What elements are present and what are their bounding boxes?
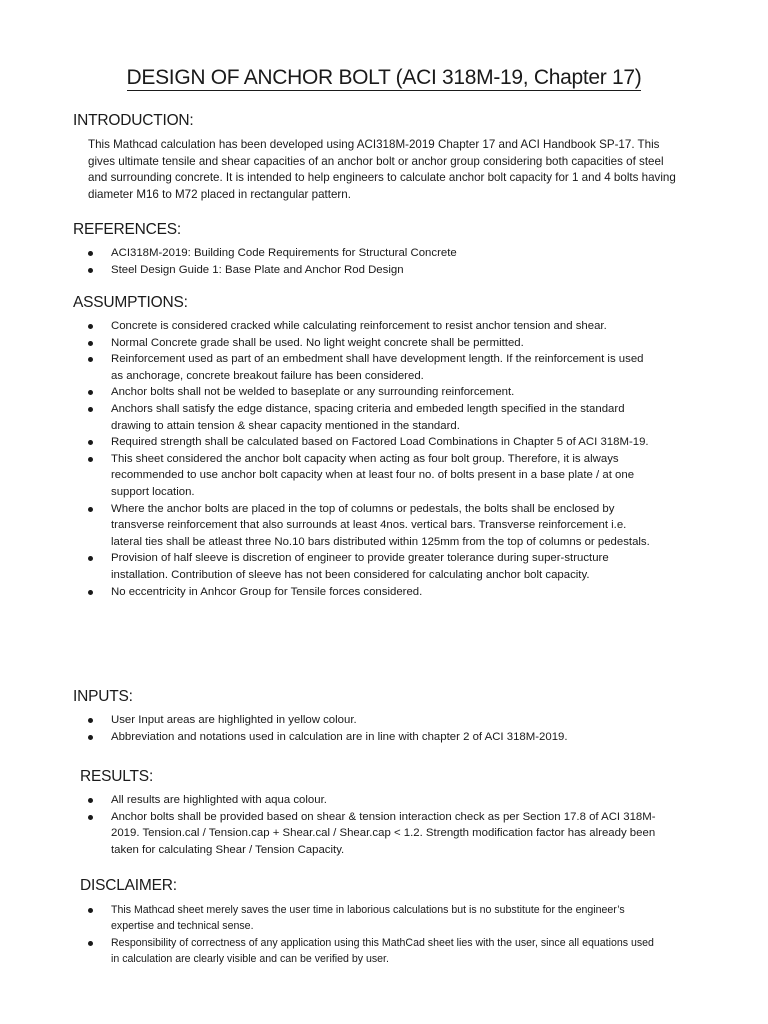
list-item-text: Anchor bolts shall not be welded to baseplate or any surrounding reinforcement.: [111, 386, 515, 399]
bullet-icon: [88, 815, 93, 820]
bullet-icon: [88, 440, 93, 445]
list-item: [88, 401, 658, 434]
bullet-icon: [88, 735, 93, 740]
bullet-icon: [88, 324, 93, 329]
list-item: [88, 451, 658, 501]
bullet-icon: [88, 457, 93, 462]
list-item: [88, 712, 658, 729]
list-item: [88, 809, 658, 859]
results-heading: RESULTS:: [80, 768, 154, 785]
bullet-icon: [88, 268, 93, 273]
disclaimer-heading: DISCLAIMER:: [80, 877, 177, 894]
references-list: [88, 245, 658, 278]
list-item: [88, 501, 658, 551]
inputs-list: [88, 712, 658, 745]
list-item-text: Abbreviation and notations used in calculation are in line with chapter 2 of ACI 318M-2019.: [111, 730, 568, 743]
bullet-icon: [88, 357, 93, 362]
list-item-text: Steel Design Guide 1: Base Plate and Anchor Rod Design: [111, 263, 404, 276]
bullet-icon: [88, 718, 93, 723]
list-item-text: Reinforcement used as part of an embedment shall have development length. If the reinforcement is used as anchorage, concrete breakout failure has been considered.: [111, 353, 644, 382]
list-item: [88, 262, 658, 279]
list-item: [88, 351, 658, 384]
bullet-icon: [88, 341, 93, 346]
list-item-text: Where the anchor bolts are placed in the top of columns or pedestals, the bolts shall be enclosed by transverse reinforcement that also surrounds at least 4nos. vertical bars. Transverse reinforcement i.e. lateral ties shall be atleast three No.10 bars distributed within 125mm from the top of columns or pedestals.: [111, 502, 650, 548]
list-item: [88, 335, 658, 352]
list-item-text: Required strength shall be calculated based on Factored Load Combinations in Chapter 5 of ACI 318M-19.: [111, 436, 649, 449]
bullet-icon: [88, 590, 93, 595]
document-title: [0, 66, 768, 90]
list-item-text: Anchors shall satisfy the edge distance, spacing criteria and embeded length specified in the standard drawing to attain tension & shear capacity mentioned in the standard.: [111, 402, 625, 432]
list-item-text: User Input areas are highlighted in yellow colour.: [111, 714, 357, 726]
list-item-text: Provision of half sleeve is discretion of engineer to provide greater tolerance during super-structure installation. Contribution of sleeve has not been considered for calculating anchor bolt capacity.: [111, 552, 609, 581]
list-item: [88, 935, 658, 968]
bullet-icon: [88, 507, 93, 512]
bullet-icon: [88, 941, 93, 946]
list-item: [88, 729, 658, 746]
introduction-text: This Mathcad calculation has been developed using ACI318M-2019 Chapter 17 and ACI Handbook SP-17. This gives ultimate tensile and shear capacities of an anchor bolt or anchor group considering both capacities of steel and surrounding concrete. It is intended to help engineers to calculate anchor bolt capacity for 1 and 4 bolts having diameter M16 to M72 placed in rectangular pattern.: [88, 138, 676, 201]
bullet-icon: [88, 251, 93, 256]
list-item: [88, 550, 658, 583]
list-item: [88, 434, 658, 451]
introduction-heading: INTRODUCTION:: [73, 112, 194, 129]
list-item: [88, 245, 658, 262]
assumptions-heading: ASSUMPTIONS:: [73, 294, 188, 311]
bullet-icon: [88, 798, 93, 803]
list-item: [88, 902, 658, 935]
list-item: [88, 584, 658, 601]
list-item-text: Anchor bolts shall be provided based on shear & tension interaction check as per Section 17.8 of ACI 318M-2019. Tension.cal / Tension.cap + Shear.cal / Shear.cap < 1.2. Strength modification factor has already been taken for calculating Shear / Tension Capacity.: [111, 810, 656, 856]
inputs-heading: INPUTS:: [73, 688, 133, 705]
bullet-icon: [88, 908, 93, 913]
disclaimer-list: [88, 902, 658, 968]
list-item-text: This Mathcad sheet merely saves the user time in laborious calculations but is no substitute for the engineer’s expertise and technical sense.: [111, 904, 625, 933]
list-item: [88, 318, 658, 335]
list-item-text: ACI318M-2019: Building Code Requirements for Structural Concrete: [111, 247, 457, 259]
document-title-text: DESIGN OF ANCHOR BOLT (ACI 318M-19, Chapter 17): [126, 66, 642, 89]
list-item-text: No eccentricity in Anhcor Group for Tensile forces considered.: [111, 585, 423, 598]
bullet-icon: [88, 556, 93, 561]
assumptions-list: [88, 318, 658, 600]
list-item-text: Normal Concrete grade shall be used. No light weight concrete shall be permitted.: [111, 336, 524, 349]
list-item-text: Concrete is considered cracked while calculating reinforcement to resist anchor tension and shear.: [111, 320, 607, 332]
results-list: [88, 792, 658, 858]
bullet-icon: [88, 390, 93, 395]
list-item-text: All results are highlighted with aqua colour.: [111, 794, 327, 806]
list-item-text: Responsibility of correctness of any application using this MathCad sheet lies with the user, since all equations used in calculation are clearly visible and can be verified by user.: [111, 936, 654, 966]
list-item: [88, 384, 658, 401]
list-item-text: This sheet considered the anchor bolt capacity when acting as four bolt group. Therefore, it is always recommended to use anchor bolt capacity when at least four no. of bolts present in a base plate / at one support location.: [111, 452, 635, 498]
references-heading: REFERENCES:: [73, 221, 182, 238]
bullet-icon: [88, 407, 93, 412]
list-item: [88, 792, 658, 809]
